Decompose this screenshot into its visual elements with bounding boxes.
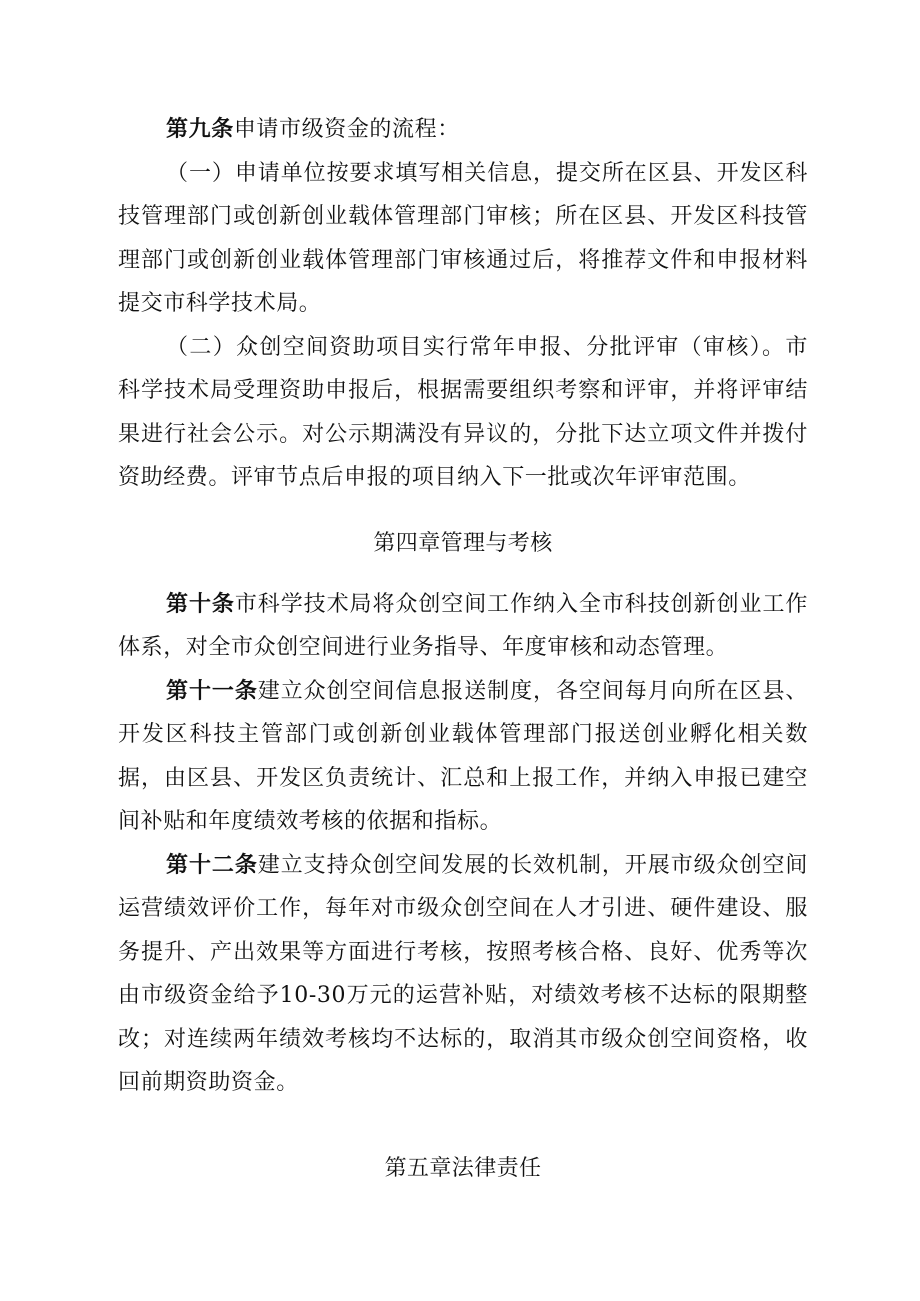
article-11-text: 建立众创空间信息报送制度，各空间每月向所在区县、开发区科技主管部门或创新创业载体管理部门报送创业孵化相关数据，由区县、开发区负责统计、汇总和上报工作，并纳入申报已建空间补贴和年度绩效考核的依据和指标。: [118, 678, 808, 834]
article-9-paragraph: [118, 108, 808, 152]
article-10-paragraph: [118, 583, 808, 670]
article-9-title: 第九条: [166, 117, 234, 142]
chapter-5-heading: 第五章法律责任: [384, 1155, 542, 1181]
article-9-item-1: （一）申请单位按要求填写相关信息，提交所在区县、开发区科技管理部门或创新创业载体管理部门审核；所在区县、开发区科技管理部门或创新创业载体管理部门审核通过后，将推荐文件和申报材料提交市科学技术局。: [118, 160, 808, 316]
chapter-4-heading: 第四章管理与考核: [373, 530, 553, 556]
article-9-item-2: （二）众创空间资助项目实行常年申报、分批评审（审核）。市科学技术局受理资助申报后，根据需要组织考察和评审，并将评审结果进行社会公示。对公示期满没有异议的，分批下达立项文件并拨付资助经费。评审节点后申报的项目纳入下一批或次年评审范围。: [118, 334, 808, 490]
article-12-paragraph: [118, 844, 808, 1105]
article-12-text: 建立支持众创空间发展的长效机制，开展市级众创空间运营绩效评价工作，每年对市级众创空间在人才引进、硬件建设、服务提升、产出效果等方面进行考核，按照考核合格、良好、优秀等次由市级资金给予10-30万元的运营补贴，对绩效考核不达标的限期整改；对连续两年绩效考核均不达标的，取消其市级众创空间资格，收回前期资助资金。: [118, 852, 808, 1095]
document-body: [118, 108, 808, 1182]
article-10-title: 第十条: [166, 591, 235, 617]
article-11-paragraph: [118, 670, 808, 844]
article-12-title: 第十二条: [166, 852, 258, 878]
article-10-text: 市科学技术局将众创空间工作纳入全市科技创新创业工作体系，对全市众创空间进行业务指导、年度审核和动态管理。: [118, 591, 808, 660]
article-9-text: 申请市级资金的流程：: [233, 117, 460, 142]
article-11-title: 第十一条: [166, 678, 258, 704]
